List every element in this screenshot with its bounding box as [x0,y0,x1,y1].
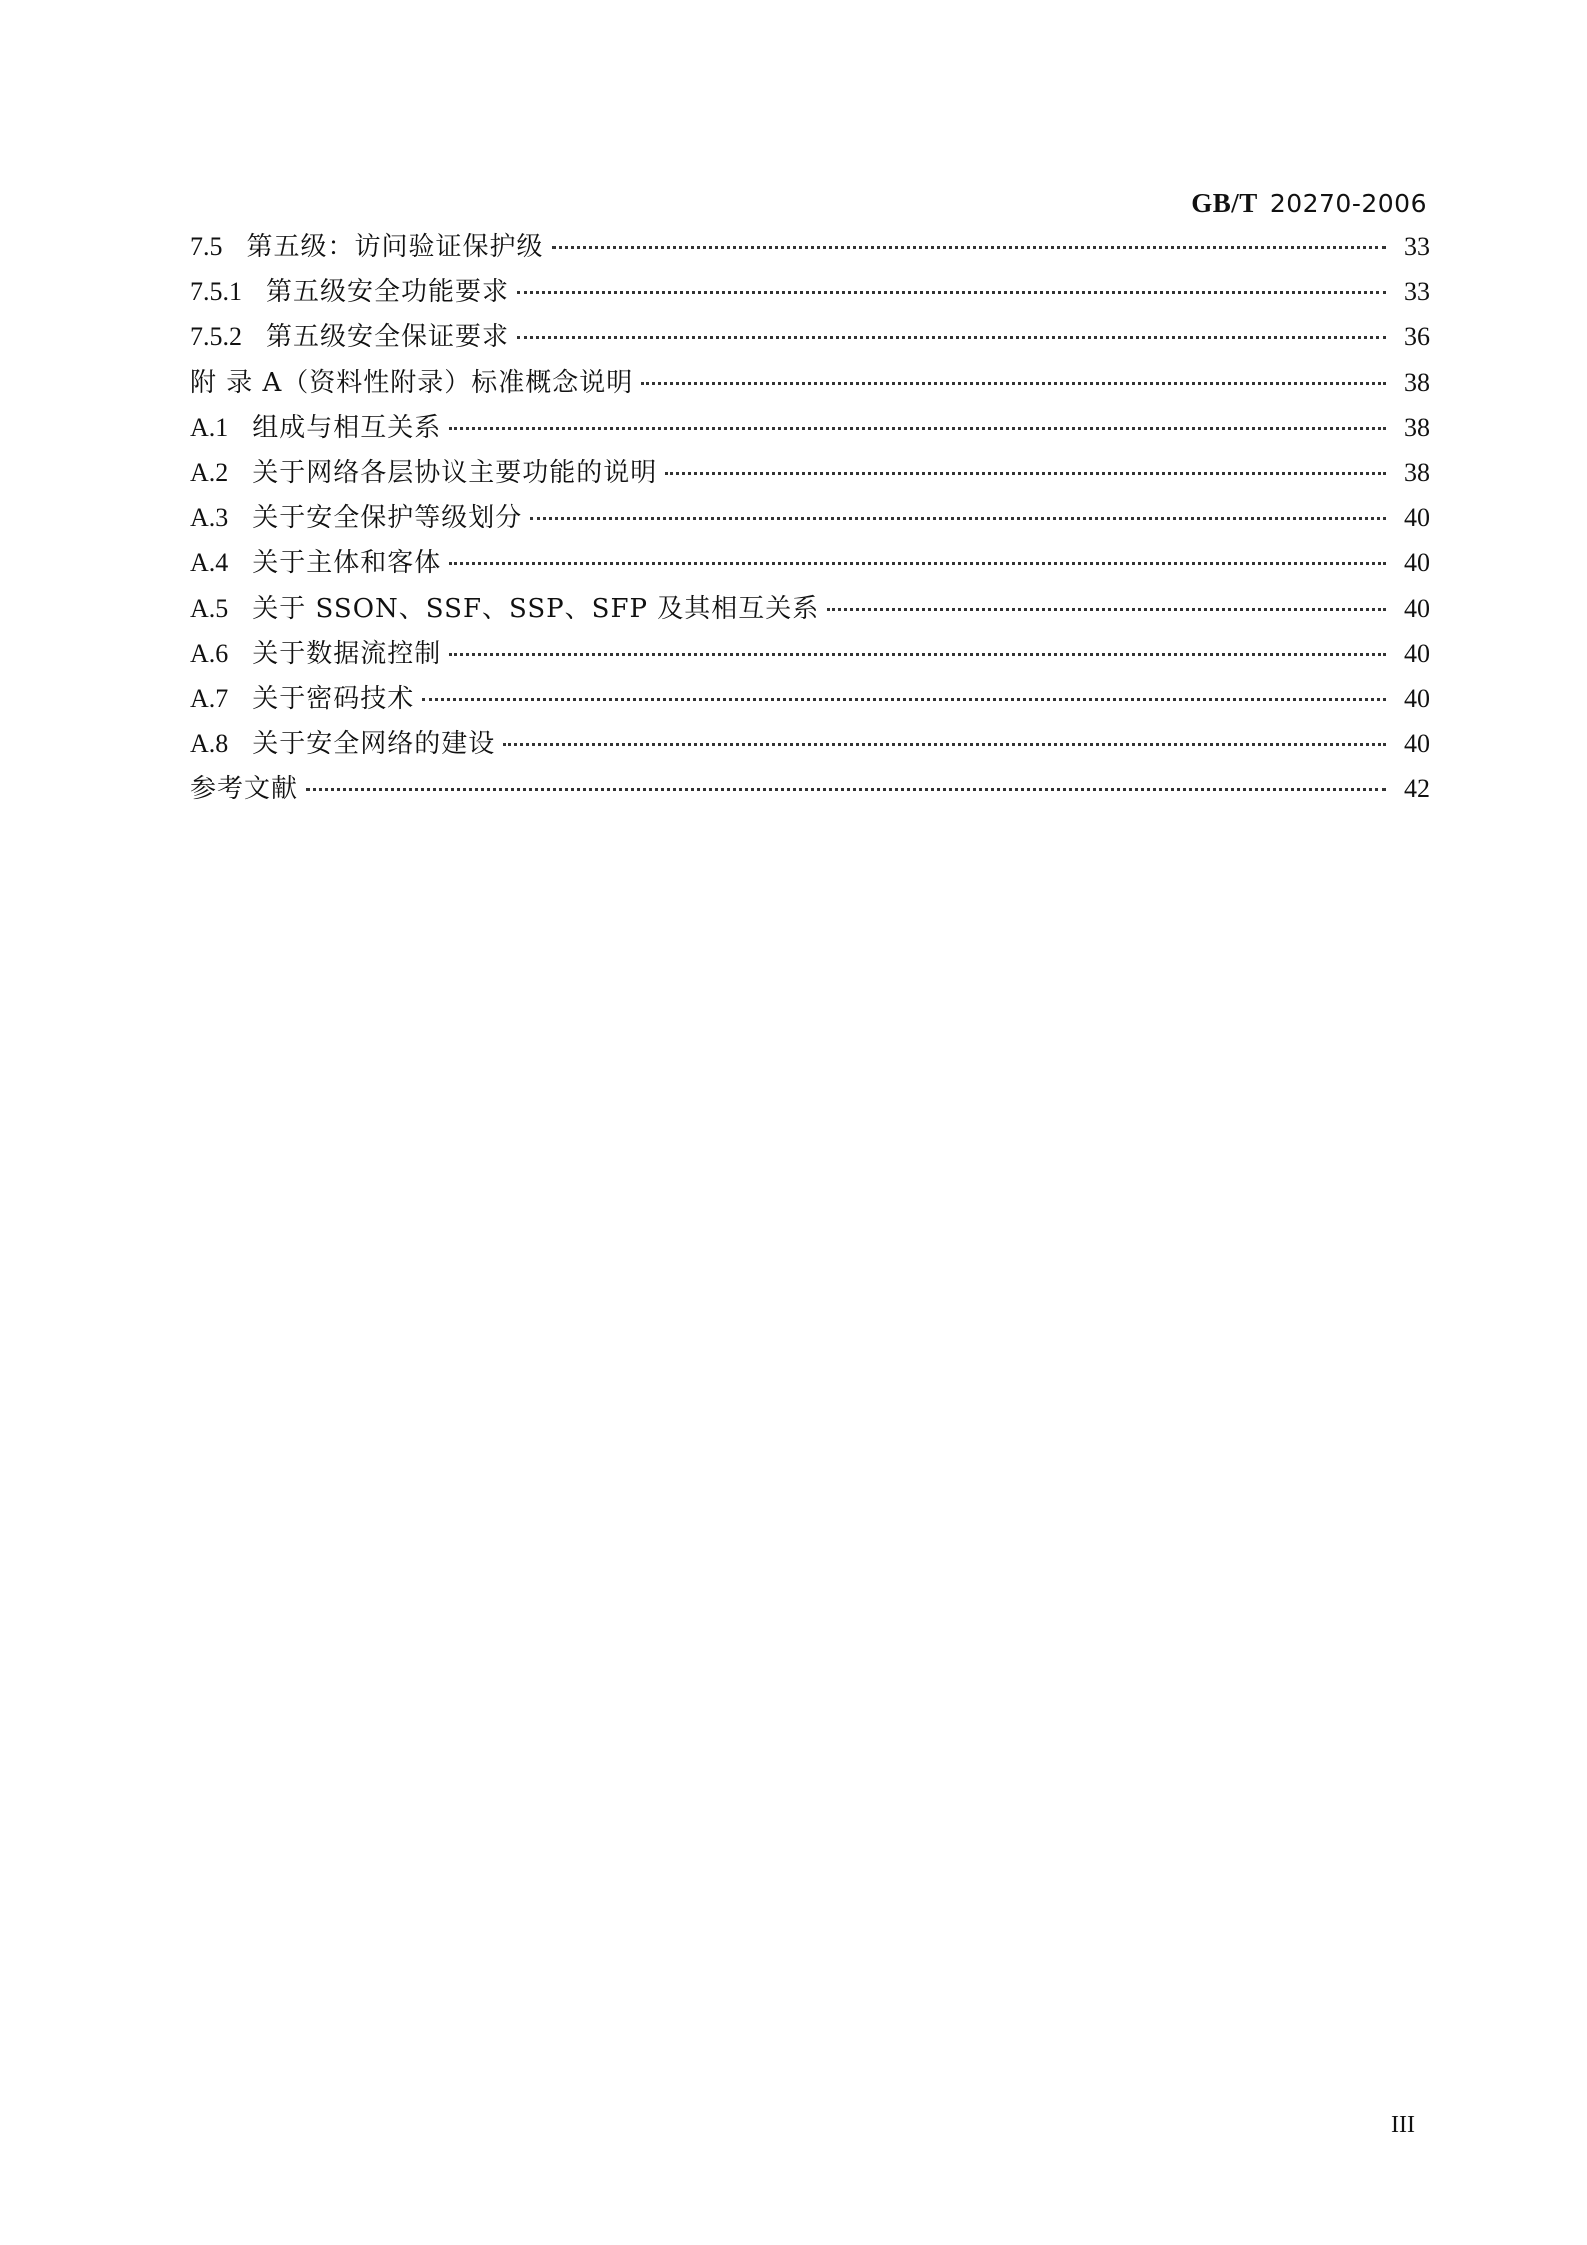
toc-entry[interactable] [190,723,1430,768]
toc-dot-leader [530,517,1386,520]
toc-entry-appendix[interactable] [190,362,1430,407]
toc-entry-title: 参考文献 [190,774,299,805]
toc-entry-number: A.5 [190,593,229,623]
toc-entry-number: 7.5.1 [190,277,242,307]
toc-entry-page: 40 [1404,683,1430,713]
toc-entry-number: 7.5 [190,232,223,261]
toc-dot-leader [665,472,1386,475]
toc-entry-page: 38 [1404,412,1430,442]
toc-entry-page: 40 [1404,729,1430,759]
toc-dot-leader [449,427,1386,430]
standard-prefix: GB/T [1191,188,1258,218]
toc-dot-leader [449,653,1386,656]
toc-entry-title: 关于 SSON、SSF、SSP、SFP 及其相互关系 [252,593,820,624]
toc-entry-number: A.4 [190,548,229,578]
toc-entry-title: 第五级安全功能要求 [266,277,510,308]
toc-dot-leader [306,788,1386,791]
toc-entry-title: 组成与相互关系 [252,412,442,443]
toc-entry-title: 第五级安全保证要求 [266,322,510,353]
toc-entry-title: 附 录 A（资料性附录）标准概念说明 [190,367,634,398]
toc-entry[interactable] [190,226,1430,271]
toc-entry[interactable] [190,316,1430,361]
toc-entry[interactable] [190,407,1430,452]
toc-entry-page: 42 [1404,774,1430,804]
toc-entry[interactable] [190,542,1430,587]
toc-entry-number: A.2 [190,457,229,487]
toc-dot-leader [503,743,1386,746]
toc-dot-leader [827,608,1386,611]
toc-entry-title: 关于主体和客体 [252,548,442,579]
toc-entry-page: 40 [1404,548,1430,578]
toc-entry[interactable] [190,678,1430,723]
toc-dot-leader [641,382,1386,385]
toc-entry-number: A.6 [190,638,229,668]
toc-entry-number: A.8 [190,729,229,759]
standard-code [1191,188,1427,219]
toc-entry-page: 33 [1404,232,1430,261]
toc-entry-number: A.3 [190,503,229,533]
toc-entry-number: 7.5.2 [190,322,242,352]
toc-entry[interactable] [190,588,1430,633]
toc-entry-page: 40 [1404,638,1430,668]
toc-entry-title: 关于安全保护等级划分 [252,503,523,534]
toc-entry-title: 关于数据流控制 [252,638,442,669]
toc-dot-leader [517,291,1386,294]
page-number: III [1391,2112,1415,2138]
toc-entry[interactable] [190,633,1430,678]
toc-entry-page: 33 [1404,277,1430,307]
toc-entry[interactable] [190,452,1430,497]
toc-entry-number: A.1 [190,412,229,442]
toc-entry-title: 关于密码技术 [252,683,415,714]
toc-dot-leader [517,336,1386,339]
toc-entry-number: A.7 [190,683,229,713]
toc-dot-leader [422,698,1386,701]
table-of-contents [190,226,1430,813]
toc-entry-title: 第五级：访问验证保护级 [246,232,544,262]
toc-dot-leader [449,562,1386,565]
toc-entry-page: 38 [1404,367,1430,397]
standard-number: 20270-2006 [1269,189,1427,218]
toc-entry[interactable] [190,271,1430,316]
toc-entry-references[interactable] [190,768,1430,813]
toc-entry-page: 40 [1404,593,1430,623]
toc-dot-leader [552,246,1386,249]
toc-entry[interactable] [190,497,1430,542]
toc-entry-page: 40 [1404,503,1430,533]
toc-entry-page: 38 [1404,457,1430,487]
toc-entry-title: 关于安全网络的建设 [252,729,496,760]
toc-entry-title: 关于网络各层协议主要功能的说明 [252,457,658,488]
toc-entry-page: 36 [1404,322,1430,352]
